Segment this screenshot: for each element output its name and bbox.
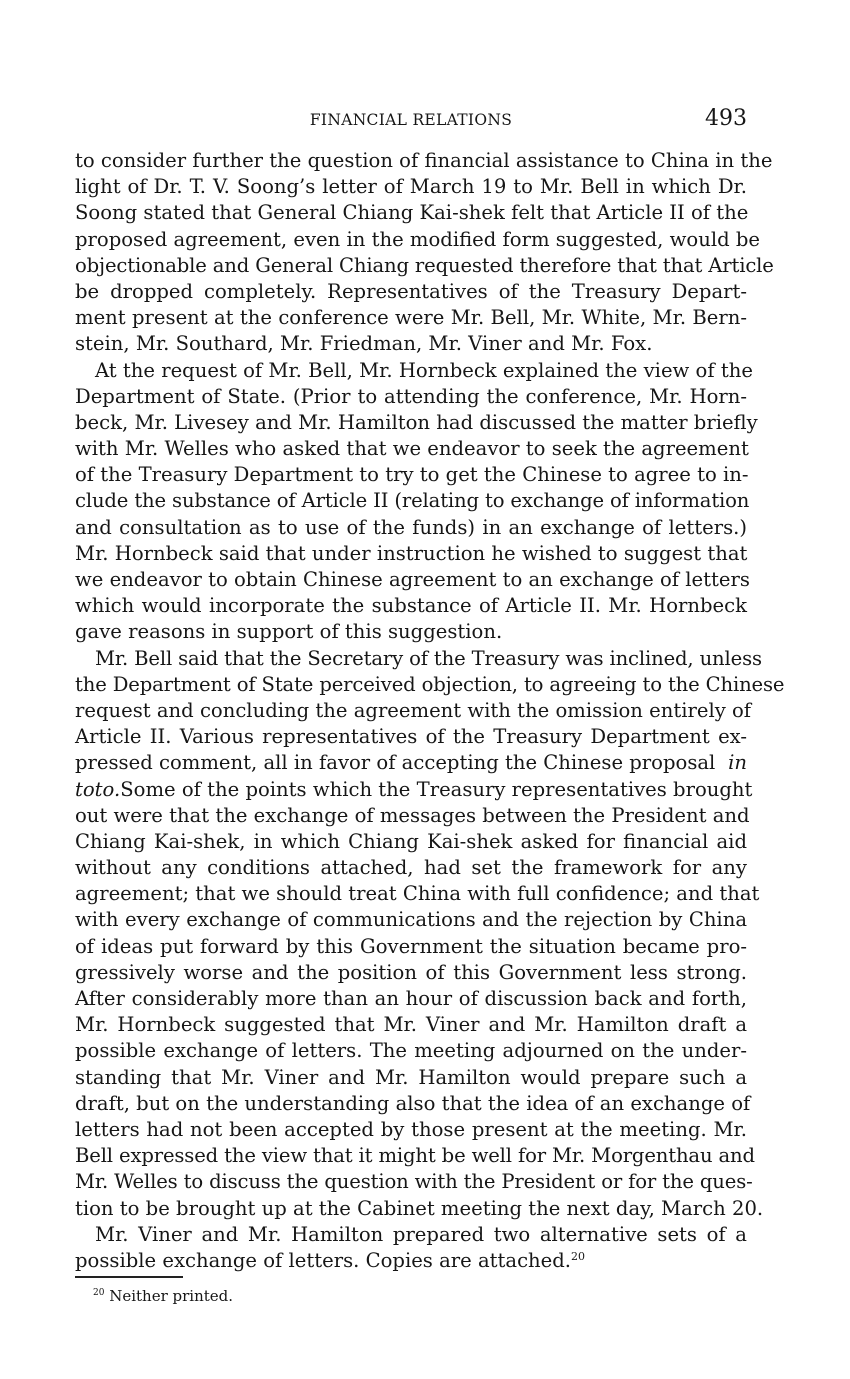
text-line: standing that Mr. Viner and Mr. Hamilton would prepare such a [75, 1065, 747, 1089]
text-line: beck, Mr. Livesey and Mr. Hamilton had discussed the matter briefly [75, 410, 758, 434]
text-line: Bell expressed the view that it might be well for Mr. Morgenthau and [75, 1144, 755, 1168]
footnote-reference: 20 [571, 1249, 586, 1263]
text-segment: possible exchange of letters. Copies are attached. [75, 1248, 572, 1272]
text-line: of the Treasury Department to try to get the Chinese to agree to in- [75, 463, 749, 487]
text-line: After considerably more than an hour of discussion back and forth, [75, 987, 747, 1010]
text-line: Department of State. (Prior to attending the conference, Mr. Horn- [75, 384, 747, 408]
text-line: objectionable and General Chiang requested therefore that that Article [75, 253, 774, 277]
text-line: to consider further the question of financial assistance to China in the [75, 149, 773, 172]
text-line: be dropped completely. Representatives of the Treasury Depart- [75, 279, 747, 303]
text-line: ment present at the conference were Mr. Bell, Mr. White, Mr. Bern- [75, 306, 747, 330]
text-segment: Some of the points which the Treasury representatives brought [120, 777, 753, 801]
text-line: Mr. Hornbeck said that under instruction he wished to suggest that [75, 541, 748, 565]
text-segment-italic: toto. [75, 777, 121, 801]
page-number: 493 [705, 106, 747, 131]
text-line: out were that the exchange of messages between the President and [75, 803, 750, 827]
text-line: Mr. Hornbeck suggested that Mr. Viner and Mr. Hamilton draft a [75, 1013, 747, 1037]
text-line: Article II. Various representatives of the Treasury Department ex- [75, 725, 747, 749]
text-line [75, 777, 753, 803]
running-head: FINANCIAL RELATIONS [309, 111, 513, 129]
text-line: stein, Mr. Southard, Mr. Friedman, Mr. Viner and Mr. Fox. [75, 332, 653, 356]
text-line: Chiang Kai-shek, in which Chiang Kai-shek asked for financial aid [75, 829, 747, 853]
text-line: agreement; that we should treat China with full confidence; and that [75, 882, 760, 906]
text-line: Mr. Viner and Mr. Hamilton prepared two alternative sets of a [95, 1222, 747, 1246]
text-line: we endeavor to obtain Chinese agreement to an exchange of letters [75, 568, 750, 591]
text-line: letters had not been accepted by those present at the meeting. Mr. [75, 1117, 747, 1141]
footnote-text: Neither printed. [109, 1287, 234, 1305]
text-line: Mr. Welles to discuss the question with the President or for the ques- [75, 1170, 753, 1194]
text-line: Mr. Bell said that the Secretary of the Treasury was inclined, unless [95, 646, 762, 670]
footnote-rule [75, 1276, 183, 1278]
footnote [93, 1287, 233, 1305]
text-line: without any conditions attached, had set the framework for any [75, 856, 747, 880]
text-line: draft, but on the understanding also that the idea of an exchange of [75, 1091, 751, 1115]
text-line: and consultation as to use of the funds) in an exchange of letters.) [75, 515, 747, 539]
text-segment: pressed comment, all in favor of accepting the Chinese proposal [75, 751, 716, 775]
text-segment-italic: in [728, 751, 747, 775]
text-line: Soong stated that General Chiang Kai-shek felt that Article II of the [75, 201, 749, 225]
text-line [75, 1248, 747, 1274]
text-line: request and concluding the agreement with the omission entirely of [75, 698, 752, 722]
text-line: At the request of Mr. Bell, Mr. Hornbeck explained the view of the [95, 358, 753, 382]
text-line: which would incorporate the substance of Article II. Mr. Hornbeck [75, 594, 747, 618]
text-line: gave reasons in support of this suggestion. [75, 620, 503, 644]
footnote-marker: 20 [93, 1288, 105, 1298]
text-line: possible exchange of letters. The meeting adjourned on the under- [75, 1039, 747, 1063]
text-line: gressively worse and the position of this Government less strong. [75, 960, 747, 984]
text-line: tion to be brought up at the Cabinet meeting the next day, March 20. [75, 1196, 764, 1220]
text-line: with every exchange of communications and the rejection by China [75, 908, 747, 932]
page-header [75, 106, 747, 136]
text-line: of ideas put forward by this Government the situation became pro- [75, 934, 747, 958]
text-line: proposed agreement, even in the modified form suggested, would be [75, 227, 760, 251]
text-line [75, 750, 747, 776]
body-text [75, 148, 785, 1274]
text-line: with Mr. Welles who asked that we endeavor to seek the agreement [75, 437, 749, 461]
text-line: clude the substance of Article II (relating to exchange of information [75, 489, 750, 513]
text-line: the Department of State perceived objection, to agreeing to the Chinese [75, 672, 785, 696]
text-line: light of Dr. T. V. Soong’s letter of March 19 to Mr. Bell in which Dr. [75, 175, 747, 199]
